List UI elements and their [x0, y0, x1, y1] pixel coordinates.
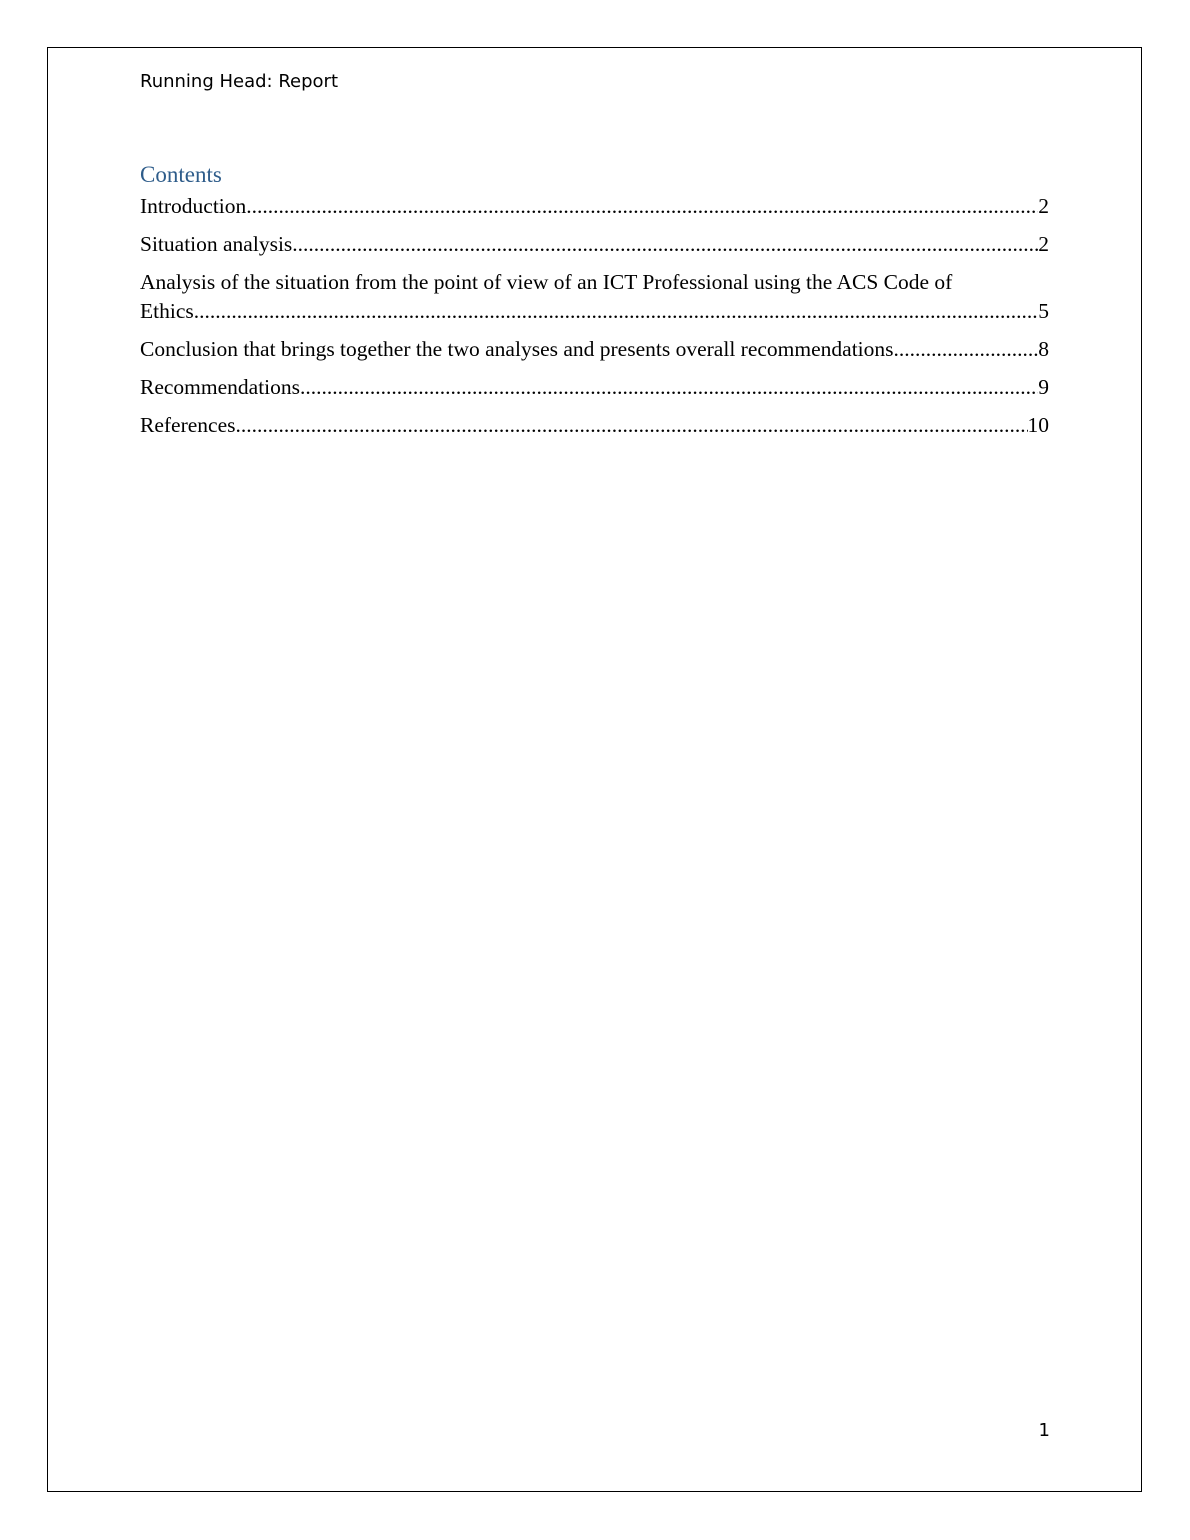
toc-heading: Contents: [140, 162, 222, 187]
toc-entry-title: Introduction: [140, 194, 247, 218]
table-of-contents: [140, 192, 1049, 449]
toc-entry-page: 8: [1038, 337, 1049, 361]
page-number: 1: [1038, 1420, 1050, 1441]
toc-entry-references[interactable]: [140, 411, 1049, 440]
toc-entry-introduction[interactable]: [140, 192, 1049, 221]
running-head: Running Head: Report: [140, 71, 338, 92]
toc-entry-page: 9: [1038, 375, 1049, 399]
toc-leader-dots: [300, 373, 1038, 402]
toc-leader-dots: [292, 230, 1038, 259]
toc-entry-title: Conclusion that brings together the two analyses and presents overall recommendations: [140, 337, 894, 361]
toc-entry-title: Recommendations: [140, 375, 301, 399]
toc-leader-dots: [894, 335, 1039, 364]
toc-leader-dots: [236, 411, 1028, 440]
toc-entry-title-line-2: Ethics: [140, 299, 194, 323]
toc-entry-conclusion[interactable]: [140, 335, 1049, 364]
toc-leader-dots: [194, 297, 1039, 326]
toc-entry-title-line-1: Analysis of the situation from the point of view of an ICT Professional using the ACS Code of: [140, 270, 953, 294]
toc-entry-page: 2: [1038, 194, 1049, 218]
toc-leader-dots: [246, 192, 1038, 221]
toc-entry-acs-analysis[interactable]: [140, 268, 1049, 326]
toc-entry-page: 10: [1027, 413, 1049, 437]
toc-entry-page: 2: [1038, 232, 1049, 256]
toc-entry-title: References: [140, 413, 236, 437]
toc-entry-recommendations[interactable]: [140, 373, 1049, 402]
toc-entry-title: Situation analysis: [140, 232, 293, 256]
toc-entry-situation-analysis[interactable]: [140, 230, 1049, 259]
toc-entry-page: 5: [1038, 299, 1049, 323]
